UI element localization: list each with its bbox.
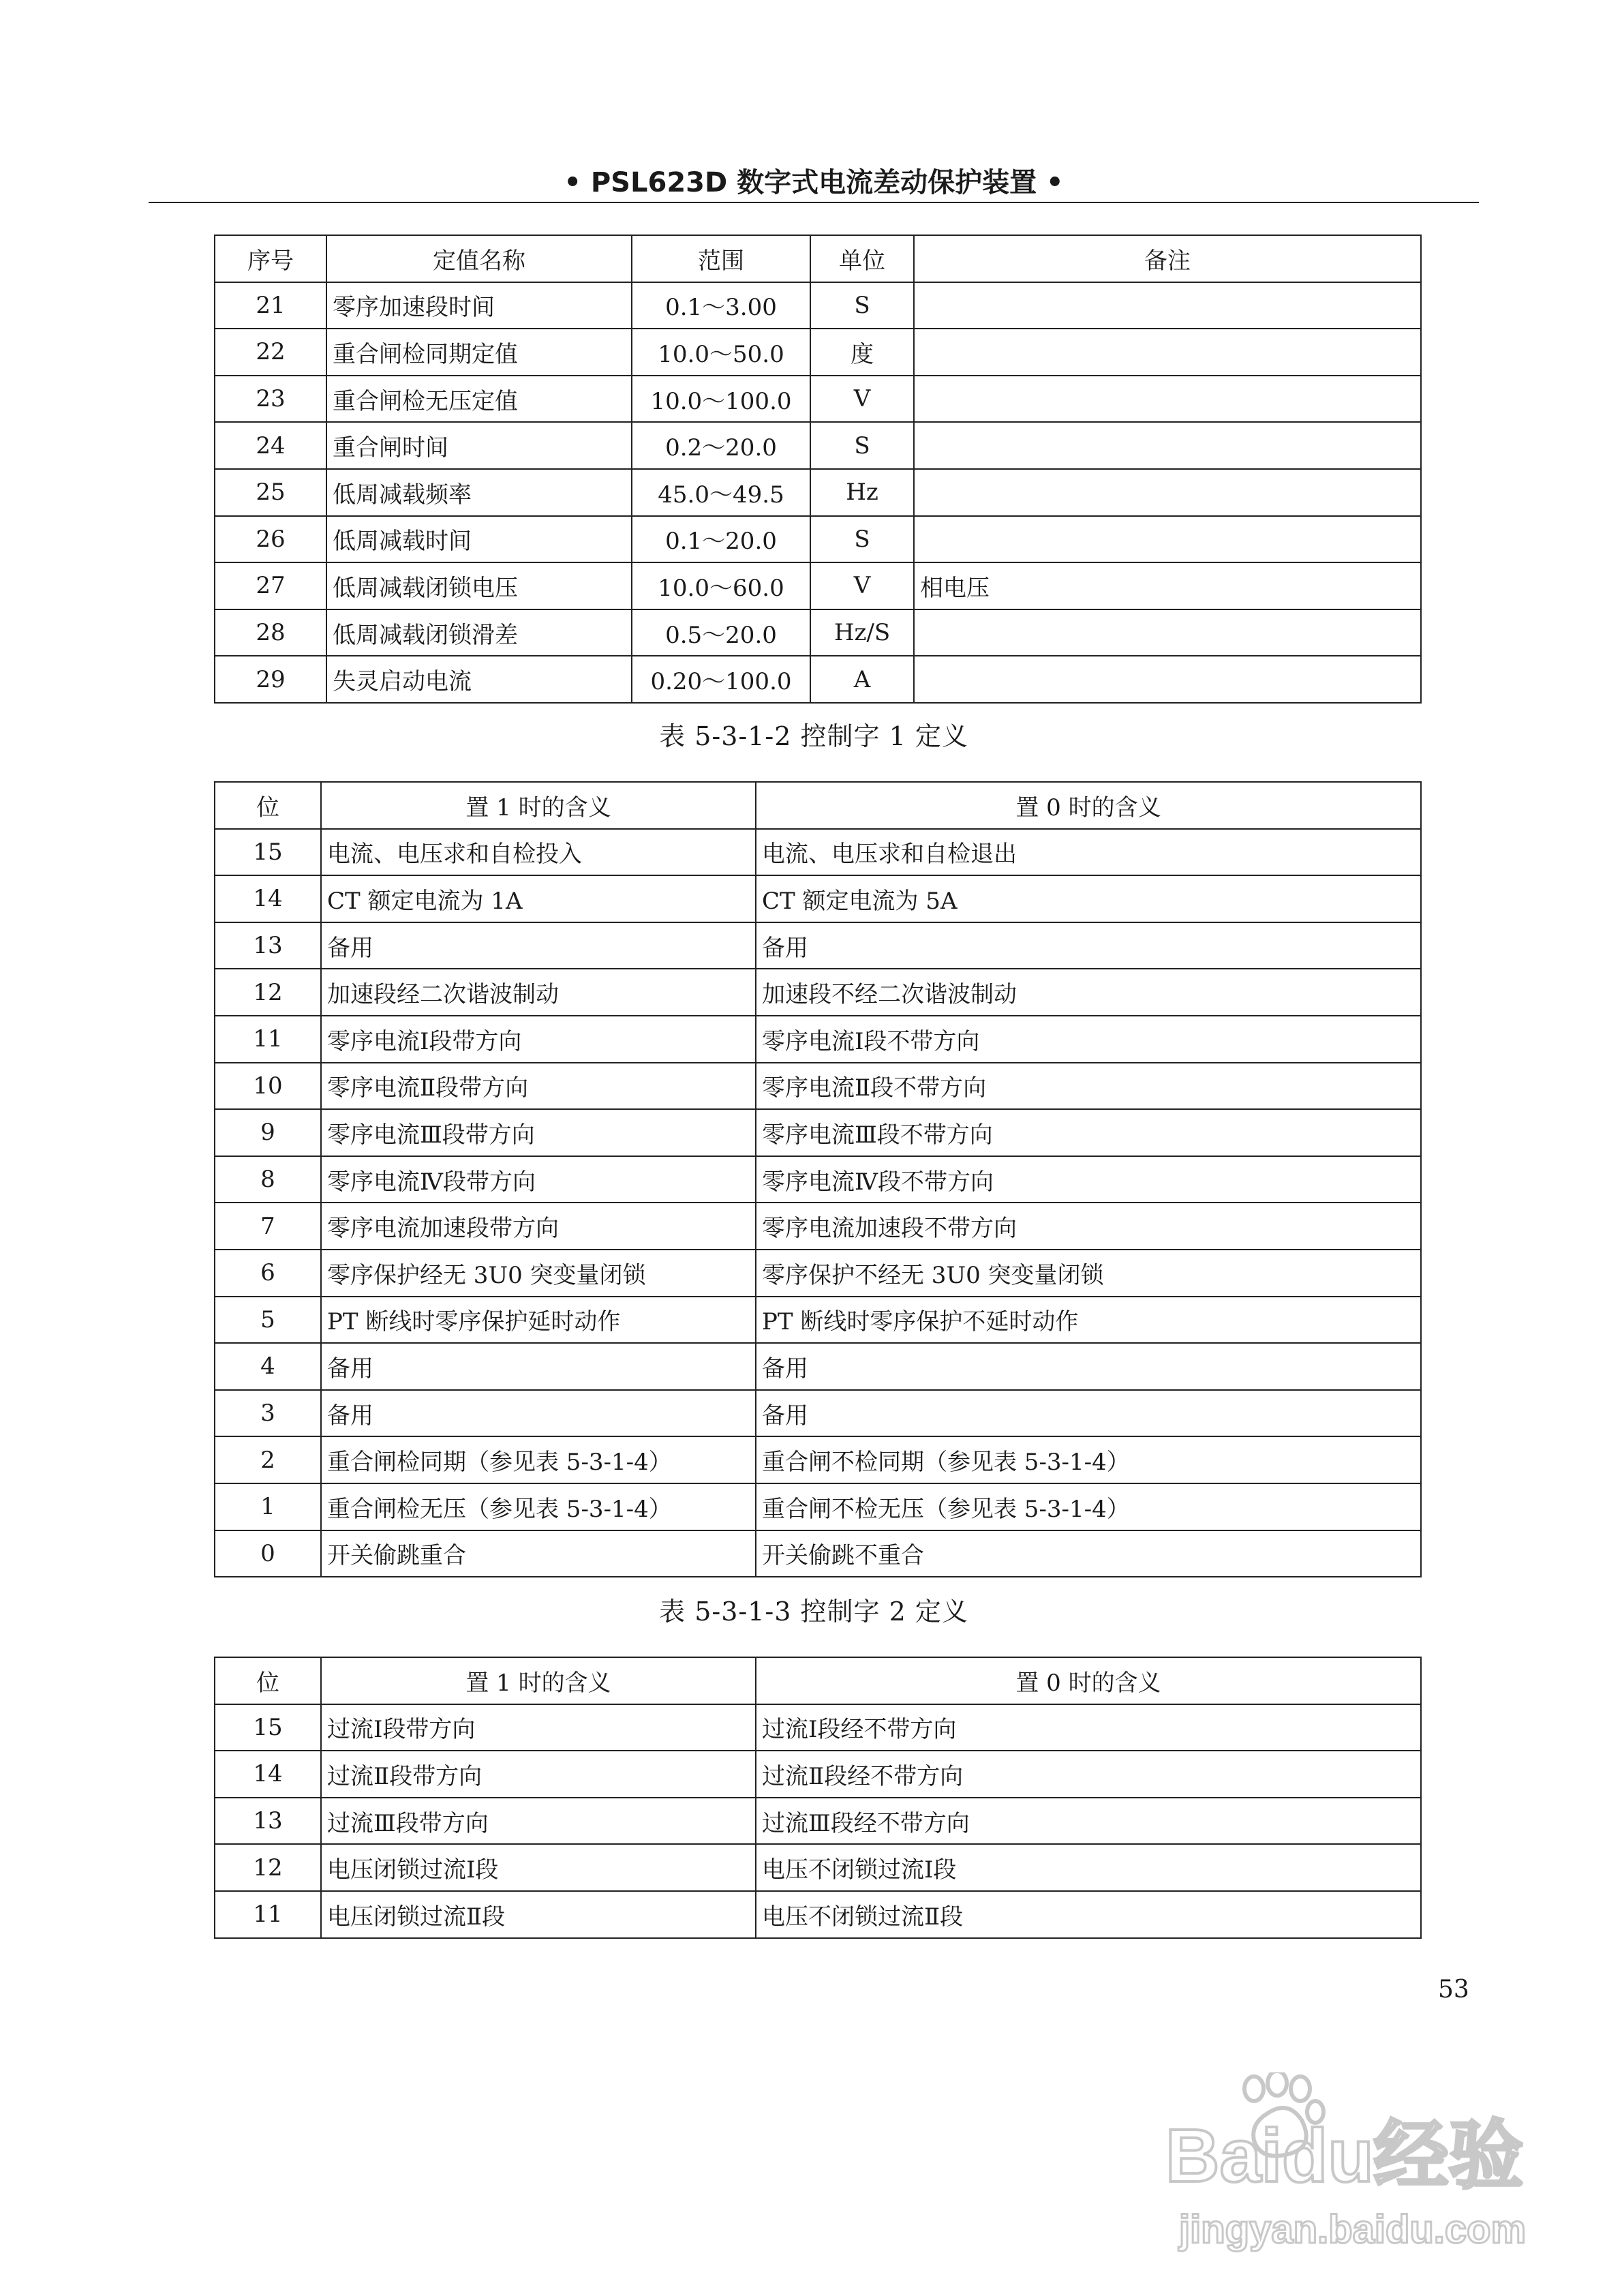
table-cell: 13 xyxy=(215,1798,321,1845)
table-cell: 3 xyxy=(215,1390,321,1437)
table-row xyxy=(215,282,1421,329)
table-row xyxy=(215,1891,1421,1938)
table-cell: 8 xyxy=(215,1156,321,1203)
table-cell: 加速段不经二次谐波制动 xyxy=(756,969,1421,1016)
table-cell: 重合闸不检无压（参见表 5-3-1-4） xyxy=(756,1483,1421,1530)
table-row xyxy=(215,1704,1421,1751)
table-cell: 电压闭锁过流Ⅰ段 xyxy=(321,1844,756,1891)
column-header: 位 xyxy=(215,1657,321,1704)
table-cell: 11 xyxy=(215,1891,321,1938)
column-header: 序号 xyxy=(215,235,326,282)
table-cell xyxy=(914,282,1421,329)
table-cell xyxy=(914,609,1421,656)
table-cell: 0.2～20.0 xyxy=(632,422,810,469)
table-cell: 26 xyxy=(215,516,326,563)
table-cell: 开关偷跳重合 xyxy=(321,1530,756,1577)
table-cell: 备用 xyxy=(321,1390,756,1437)
table-header-row xyxy=(215,782,1421,829)
table-cell: 10.0～100.0 xyxy=(632,376,810,423)
table-cell: Hz/S xyxy=(810,609,914,656)
table-cell xyxy=(914,469,1421,516)
table-row xyxy=(215,1297,1421,1344)
table-cell: 28 xyxy=(215,609,326,656)
table-row xyxy=(215,1483,1421,1530)
column-header: 置 0 时的含义 xyxy=(756,1657,1421,1704)
table-cell xyxy=(914,329,1421,376)
table-cell: 0.5～20.0 xyxy=(632,609,810,656)
table-cell: 13 xyxy=(215,922,321,969)
table-row xyxy=(215,1751,1421,1798)
table-cell: 开关偷跳不重合 xyxy=(756,1530,1421,1577)
table-cell: V xyxy=(810,376,914,423)
table-cell: 过流Ⅱ段经不带方向 xyxy=(756,1751,1421,1798)
table-cell: V xyxy=(810,562,914,609)
column-header: 单位 xyxy=(810,235,914,282)
table-cell: 零序电流Ⅱ段带方向 xyxy=(321,1063,756,1110)
table-cell: 零序电流Ⅲ段带方向 xyxy=(321,1109,756,1156)
table-cell: 10.0～60.0 xyxy=(632,562,810,609)
table-cell: 重合闸时间 xyxy=(326,422,632,469)
table-cell: 重合闸检同期定值 xyxy=(326,329,632,376)
table-cell: 重合闸检同期（参见表 5-3-1-4） xyxy=(321,1436,756,1483)
table-cell: 备用 xyxy=(756,922,1421,969)
table-cell: 备用 xyxy=(321,922,756,969)
table-cell: 9 xyxy=(215,1109,321,1156)
column-header: 定值名称 xyxy=(326,235,632,282)
table-row xyxy=(215,656,1421,703)
settings-table xyxy=(214,235,1422,704)
table-cell: 4 xyxy=(215,1343,321,1390)
table-row xyxy=(215,609,1421,656)
table-cell: 备用 xyxy=(321,1343,756,1390)
table-cell: 低周减载闭锁滑差 xyxy=(326,609,632,656)
table-cell: 电流、电压求和自检退出 xyxy=(756,829,1421,876)
table-cell xyxy=(914,656,1421,703)
table-cell: 低周减载时间 xyxy=(326,516,632,563)
table-row xyxy=(215,1250,1421,1297)
table-cell: 0 xyxy=(215,1530,321,1577)
table-header-row xyxy=(215,235,1421,282)
table-row xyxy=(215,875,1421,922)
table-cell: 过流Ⅱ段带方向 xyxy=(321,1751,756,1798)
table-cell: 零序电流Ⅲ段不带方向 xyxy=(756,1109,1421,1156)
table-cell: 电流、电压求和自检投入 xyxy=(321,829,756,876)
table-cell: 重合闸检无压定值 xyxy=(326,376,632,423)
table-cell: 零序保护不经无 3U0 突变量闭锁 xyxy=(756,1250,1421,1297)
table-cell: 零序电流加速段不带方向 xyxy=(756,1203,1421,1250)
table-cell: 电压不闭锁过流Ⅰ段 xyxy=(756,1844,1421,1891)
table-cell: 2 xyxy=(215,1436,321,1483)
table-row xyxy=(215,1156,1421,1203)
table-row xyxy=(215,922,1421,969)
table-cell: 备用 xyxy=(756,1343,1421,1390)
table-caption-control-word-1: 表 5-3-1-2 控制字 1 定义 xyxy=(659,721,968,751)
table-cell: 10 xyxy=(215,1063,321,1110)
table-row xyxy=(215,1390,1421,1437)
table-cell: 备用 xyxy=(756,1390,1421,1437)
table-row xyxy=(215,422,1421,469)
table-row xyxy=(215,1844,1421,1891)
table-cell: 重合闸不检同期（参见表 5-3-1-4） xyxy=(756,1436,1421,1483)
control-word-1-table xyxy=(214,781,1422,1577)
table-cell: 0.1～20.0 xyxy=(632,516,810,563)
table-cell: 45.0～49.5 xyxy=(632,469,810,516)
table-cell: 过流Ⅲ段带方向 xyxy=(321,1798,756,1845)
table-cell xyxy=(914,422,1421,469)
table-cell xyxy=(914,376,1421,423)
table-cell: 0.1～3.00 xyxy=(632,282,810,329)
table-cell: 相电压 xyxy=(914,562,1421,609)
table-cell: 电压不闭锁过流Ⅱ段 xyxy=(756,1891,1421,1938)
table-cell: 10.0～50.0 xyxy=(632,329,810,376)
table-cell: 零序电流Ⅰ段带方向 xyxy=(321,1016,756,1063)
table-cell: 过流Ⅰ段带方向 xyxy=(321,1704,756,1751)
table-cell: 重合闸检无压（参见表 5-3-1-4） xyxy=(321,1483,756,1530)
column-header: 备注 xyxy=(914,235,1421,282)
page-header: • PSL623D 数字式电流差动保护装置 • xyxy=(564,167,1064,198)
table-cell: 过流Ⅰ段经不带方向 xyxy=(756,1704,1421,1751)
table-row xyxy=(215,469,1421,516)
table-row xyxy=(215,516,1421,563)
table-row xyxy=(215,1798,1421,1845)
table-cell: 零序电流Ⅰ段不带方向 xyxy=(756,1016,1421,1063)
table-cell: 1 xyxy=(215,1483,321,1530)
table-cell: 电压闭锁过流Ⅱ段 xyxy=(321,1891,756,1938)
table-cell: 11 xyxy=(215,1016,321,1063)
table-row xyxy=(215,376,1421,423)
table-cell: 5 xyxy=(215,1297,321,1344)
table-cell: 0.20～100.0 xyxy=(632,656,810,703)
table-cell: 零序电流Ⅱ段不带方向 xyxy=(756,1063,1421,1110)
table-cell: 7 xyxy=(215,1203,321,1250)
header-rule xyxy=(149,202,1479,203)
table-cell: 12 xyxy=(215,969,321,1016)
table-cell: 零序保护经无 3U0 突变量闭锁 xyxy=(321,1250,756,1297)
table-cell: 14 xyxy=(215,1751,321,1798)
table-row xyxy=(215,1109,1421,1156)
control-word-2-table xyxy=(214,1657,1422,1939)
table-cell: 15 xyxy=(215,829,321,876)
table-cell: 24 xyxy=(215,422,326,469)
table-cell: Hz xyxy=(810,469,914,516)
table-cell: 23 xyxy=(215,376,326,423)
table-cell: 零序电流Ⅳ段带方向 xyxy=(321,1156,756,1203)
table-row xyxy=(215,329,1421,376)
table-caption-control-word-2: 表 5-3-1-3 控制字 2 定义 xyxy=(659,1597,968,1627)
column-header: 范围 xyxy=(632,235,810,282)
table-row xyxy=(215,1016,1421,1063)
table-cell: 29 xyxy=(215,656,326,703)
table-cell xyxy=(914,516,1421,563)
table-row xyxy=(215,562,1421,609)
table-cell: 6 xyxy=(215,1250,321,1297)
table-cell: S xyxy=(810,282,914,329)
table-row xyxy=(215,969,1421,1016)
table-cell: 15 xyxy=(215,1704,321,1751)
baidu-jingyan-watermark xyxy=(1152,2072,1533,2256)
table-cell: 零序加速段时间 xyxy=(326,282,632,329)
table-cell: 过流Ⅲ段经不带方向 xyxy=(756,1798,1421,1845)
table-cell: 加速段经二次谐波制动 xyxy=(321,969,756,1016)
column-header: 置 0 时的含义 xyxy=(756,782,1421,829)
watermark-brand: Baidu经验 xyxy=(1165,2114,1524,2198)
table-cell: A xyxy=(810,656,914,703)
table-cell: CT 额定电流为 1A xyxy=(321,875,756,922)
table-cell: CT 额定电流为 5A xyxy=(756,875,1421,922)
table-cell: 零序电流加速段带方向 xyxy=(321,1203,756,1250)
table-cell: 21 xyxy=(215,282,326,329)
table-row xyxy=(215,1063,1421,1110)
table-cell: 22 xyxy=(215,329,326,376)
table-cell: S xyxy=(810,422,914,469)
table-cell: 低周减载闭锁电压 xyxy=(326,562,632,609)
watermark-url: jingyan.baidu.com xyxy=(1179,2207,1527,2252)
table-cell: 27 xyxy=(215,562,326,609)
table-row xyxy=(215,829,1421,876)
table-cell: S xyxy=(810,516,914,563)
table-row xyxy=(215,1203,1421,1250)
column-header: 置 1 时的含义 xyxy=(321,782,756,829)
table-row xyxy=(215,1436,1421,1483)
table-row xyxy=(215,1530,1421,1577)
table-cell: 失灵启动电流 xyxy=(326,656,632,703)
table-cell: 零序电流Ⅳ段不带方向 xyxy=(756,1156,1421,1203)
table-cell: 25 xyxy=(215,469,326,516)
table-cell: PT 断线时零序保护延时动作 xyxy=(321,1297,756,1344)
table-cell: 12 xyxy=(215,1844,321,1891)
table-cell: 14 xyxy=(215,875,321,922)
table-row xyxy=(215,1343,1421,1390)
table-header-row xyxy=(215,1657,1421,1704)
page-number: 53 xyxy=(1438,1976,1469,2004)
column-header: 位 xyxy=(215,782,321,829)
column-header: 置 1 时的含义 xyxy=(321,1657,756,1704)
table-cell: 度 xyxy=(810,329,914,376)
table-cell: PT 断线时零序保护不延时动作 xyxy=(756,1297,1421,1344)
table-cell: 低周减载频率 xyxy=(326,469,632,516)
